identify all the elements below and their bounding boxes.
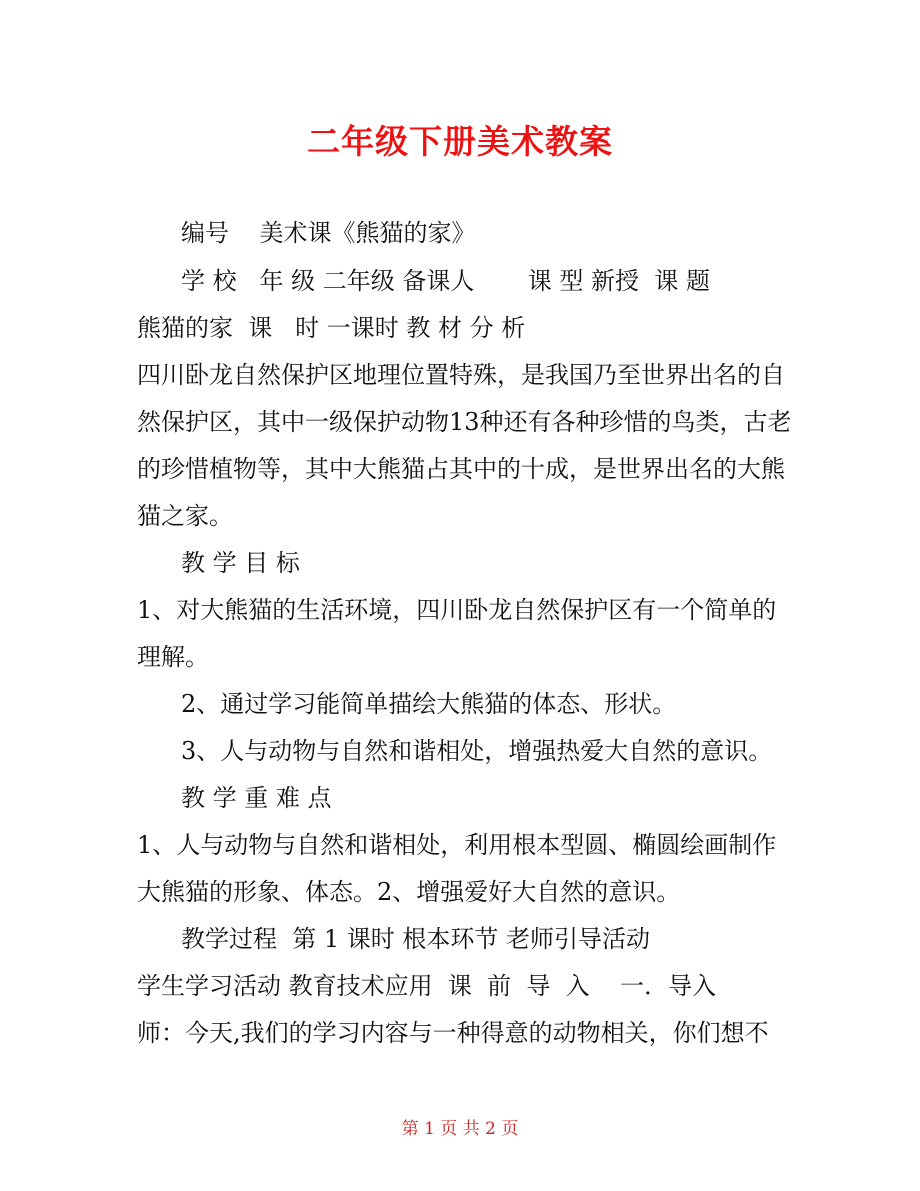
text-line-analysis-2: 然保护区，其中一级保护动物13种还有各种珍惜的鸟类，古老 [137, 408, 792, 436]
text-line-difficulty-2: 大熊猫的形象、体态。2、增强爱好大自然的意识。 [137, 878, 681, 906]
text-line-difficulty-1: 1、人与动物与自然和谐相处，利用根本型圆、椭圆绘画制作 [137, 831, 777, 859]
text-line-process: 教学过程 第 1 课时 根本环节 老师引导活动 [181, 925, 651, 953]
text-line-serial: 编号 美术课《熊猫的家》 [181, 219, 476, 247]
section-heading-difficulties: 教 学 重 难 点 [181, 784, 332, 812]
text-line-analysis-3: 的珍惜植物等，其中大熊猫占其中的十成，是世界出名的大熊 [137, 455, 785, 483]
document-title: 二年级下册美术教案 [307, 122, 613, 161]
text-line-info-2: 熊猫的家 课 时 一课时 教 材 分 析 [137, 314, 526, 342]
text-line-activities: 学生学习活动 教育技术应用 课 前 导 入 一．导入 [137, 972, 717, 1000]
text-line-info-1: 学 校 年 级 二年级 备课人 课 型 新授 课 题 [181, 267, 710, 295]
text-line-goal-1a: 1、对大熊猫的生活环境，四川卧龙自然保护区有一个简单的 [137, 596, 777, 624]
text-line-intro: 师：今天,我们的学习内容与一种得意的动物相关，你们想不 [137, 1019, 769, 1047]
section-heading-goals: 教 学 目 标 [181, 549, 300, 577]
text-line-goal-2: 2、通过学习能简单描绘大熊猫的体态、形状。 [181, 690, 677, 718]
page-footer: 第 1 页 共 2 页 [401, 1119, 519, 1139]
text-line-analysis-4: 猫之家。 [137, 502, 233, 530]
text-line-goal-3: 3、人与动物与自然和谐相处，增强热爱大自然的意识。 [181, 737, 773, 765]
text-line-analysis-1: 四川卧龙自然保护区地理位置特殊，是我国乃至世界出名的自 [137, 361, 785, 389]
text-line-goal-1b: 理解。 [137, 643, 209, 671]
